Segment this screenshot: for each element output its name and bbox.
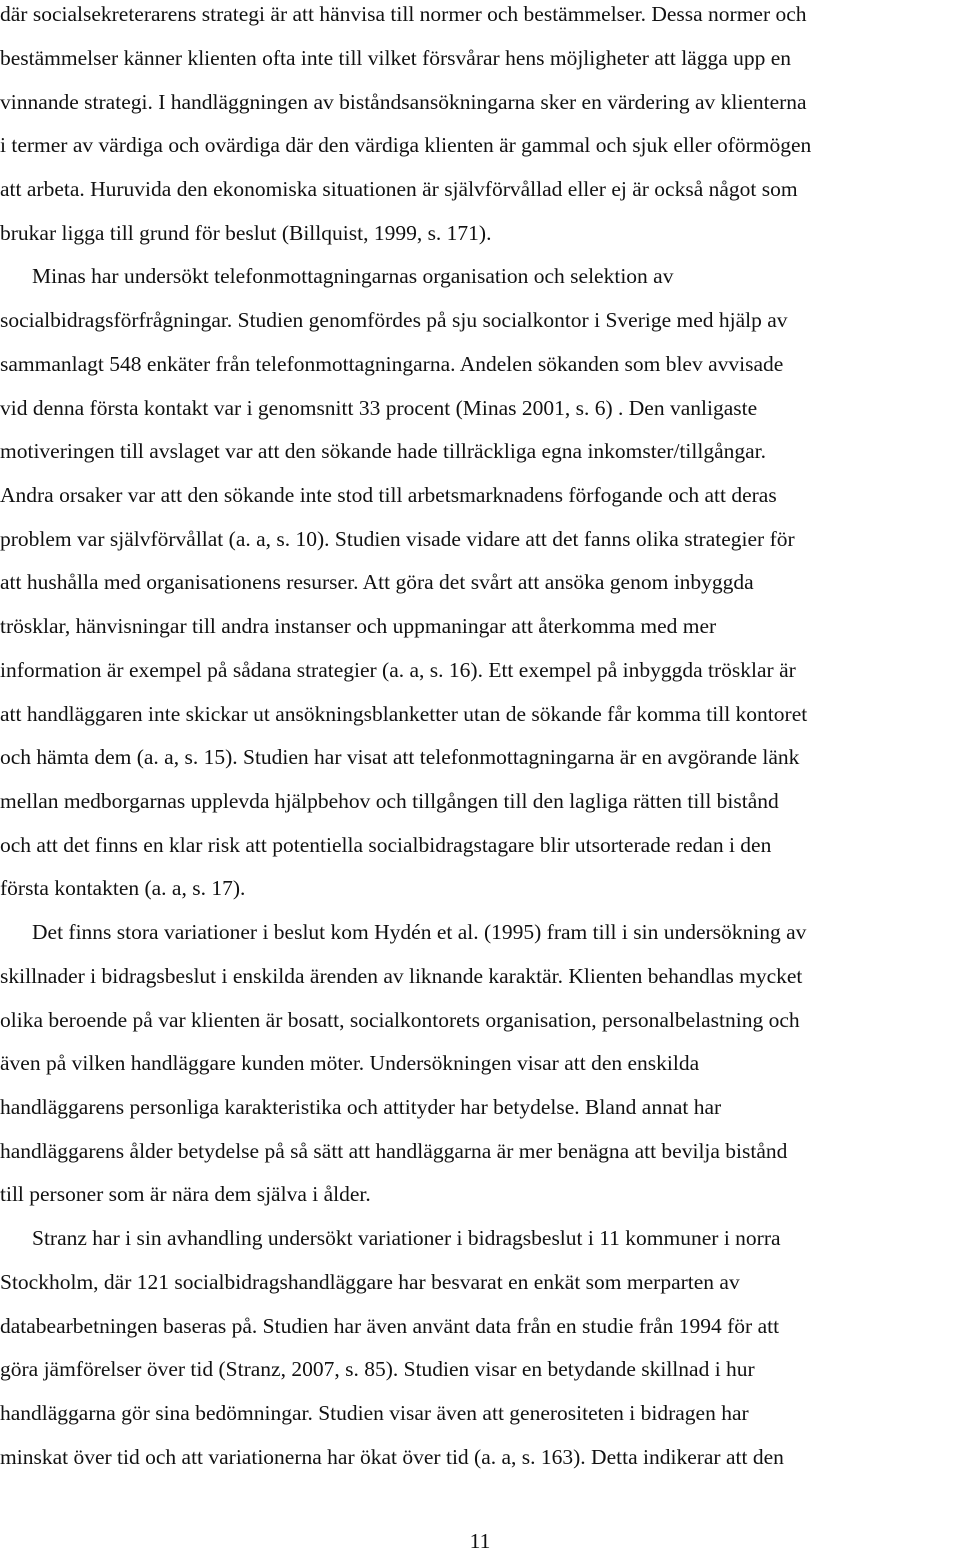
text-line: vid denna första kontakt var i genomsnitt 33 procent (Minas 2001, s. 6) . Den vanligaste bbox=[0, 396, 758, 420]
paragraph-first-line: Det finns stora variationer i beslut kom Hydén et al. (1995) fram till i sin undersökning av bbox=[32, 920, 807, 944]
text-line: minskat över tid och att variationerna har ökat över tid (a. a, s. 163). Detta indikerar att den bbox=[0, 1445, 784, 1469]
text-line: handläggarens ålder betydelse på så sätt att handläggarna är mer benägna att bevilja bistånd bbox=[0, 1139, 788, 1163]
text-line: att arbeta. Huruvida den ekonomiska situationen är självförvållad eller ej är också något som bbox=[0, 177, 798, 201]
text-line: trösklar, hänvisningar till andra instanser och uppmaningar att återkomma med mer bbox=[0, 614, 717, 638]
text-line: problem var självförvållat (a. a, s. 10). Studien visade vidare att det fanns olika strategier för bbox=[0, 527, 795, 551]
text-line: göra jämförelser över tid (Stranz, 2007, s. 85). Studien visar en betydande skillnad i hur bbox=[0, 1357, 755, 1381]
paragraph-first-line: Minas har undersökt telefonmottagningarnas organisation och selektion av bbox=[32, 264, 674, 288]
text-line: mellan medborgarnas upplevda hjälpbehov och tillgången till den lagliga rätten till bistånd bbox=[0, 789, 779, 813]
text-line: och hämta dem (a. a, s. 15). Studien har visat att telefonmottagningarna är en avgörande länk bbox=[0, 745, 800, 769]
text-line: första kontakten (a. a, s. 17). bbox=[0, 876, 246, 900]
text-line: Stockholm, där 121 socialbidragshandläggare har besvarat en enkät som merparten av bbox=[0, 1270, 740, 1294]
text-line: även på vilken handläggare kunden möter. Undersökningen visar att den enskilda bbox=[0, 1051, 700, 1075]
text-line: att hushålla med organisationens resurser. Att göra det svårt att ansöka genom inbyggda bbox=[0, 570, 754, 594]
text-line: till personer som är nära dem själva i ålder. bbox=[0, 1182, 371, 1206]
text-line: motiveringen till avslaget var att den sökande hade tillräckliga egna inkomster/tillgångar. bbox=[0, 439, 767, 463]
text-line: brukar ligga till grund för beslut (Billquist, 1999, s. 171). bbox=[0, 221, 492, 245]
text-line: och att det finns en klar risk att potentiella socialbidragstagare blir utsorterade redan i den bbox=[0, 833, 772, 857]
text-line: bestämmelser känner klienten ofta inte till vilket försvårar hens möjligheter att lägga upp en bbox=[0, 46, 792, 70]
text-line: socialbidragsförfrågningar. Studien genomfördes på sju socialkontor i Sverige med hjälp av bbox=[0, 308, 788, 332]
text-line: databearbetningen baseras på. Studien har även använt data från en studie från 1994 för att bbox=[0, 1314, 780, 1338]
text-line: sammanlagt 548 enkäter från telefonmottagningarna. Andelen sökanden som blev avvisade bbox=[0, 352, 784, 376]
text-line: Andra orsaker var att den sökande inte stod till arbetsmarknadens förfogande och att deras bbox=[0, 483, 777, 507]
text-line: handläggarna gör sina bedömningar. Studien visar även att generositeten i bidragen har bbox=[0, 1401, 749, 1425]
text-line: vinnande strategi. I handläggningen av biståndsansökningarna sker en värdering av klienterna bbox=[0, 90, 807, 114]
text-line: där socialsekreterarens strategi är att hänvisa till normer och bestämmelser. Dessa normer och bbox=[0, 2, 807, 26]
page-number: 11 bbox=[469, 1529, 491, 1553]
text-line: att handläggaren inte skickar ut ansökningsblanketter utan de sökande får komma till kontoret bbox=[0, 702, 808, 726]
text-line: information är exempel på sådana strategier (a. a, s. 16). Ett exempel på inbyggda trösklar är bbox=[0, 658, 796, 682]
text-line: handläggarens personliga karakteristika och attityder har betydelse. Bland annat har bbox=[0, 1095, 722, 1119]
text-line: olika beroende på var klienten är bosatt, socialkontorets organisation, personalbelastning och bbox=[0, 1008, 800, 1032]
text-line: i termer av värdiga och ovärdiga där den värdiga klienten är gammal och sjuk eller oförmögen bbox=[0, 133, 812, 157]
paragraph-first-line: Stranz har i sin avhandling undersökt variationer i bidragsbeslut i 11 kommuner i norra bbox=[32, 1226, 781, 1250]
text-line: skillnader i bidragsbeslut i enskilda ärenden av liknande karaktär. Klienten behandlas mycket bbox=[0, 964, 803, 988]
